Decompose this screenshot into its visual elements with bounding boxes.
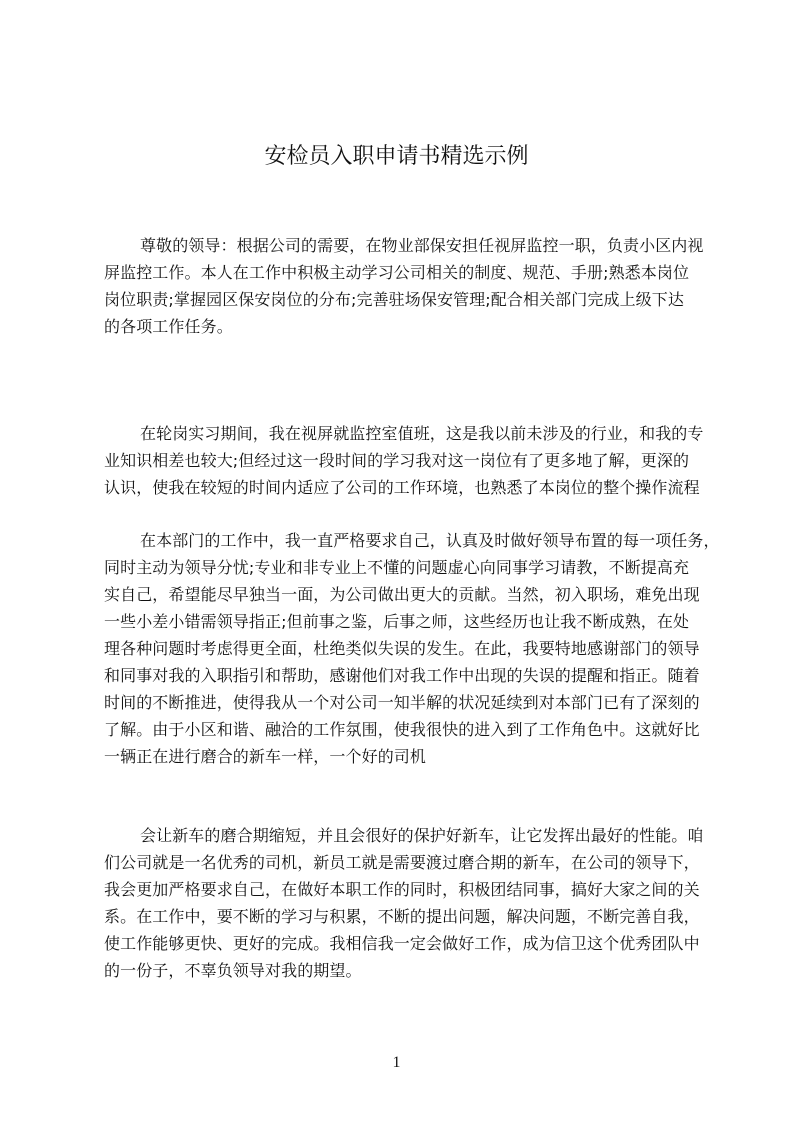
- document-title: 安检员入职申请书精选示例: [264, 144, 529, 169]
- text-line: 和同事对我的入职指引和帮助，感谢他们对我工作中出现的失误的提醒和指正。随着: [104, 666, 700, 685]
- text-line: 业知识相差也较大;但经过这一段时间的学习我对这一岗位有了更多地了解，更深的: [104, 451, 690, 470]
- text-line: 在轮岗实习期间，我在视屏就监控室值班，这是我以前未涉及的行业，和我的专: [140, 424, 704, 443]
- text-line: 尊敬的领导：根据公司的需要，在物业部保安担任视屏监控一职，负责小区内视: [140, 236, 704, 255]
- text-line: 时间的不断推进，使得我从一个对公司一知半解的状况延续到对本部门已有了深刻的: [104, 693, 700, 712]
- text-line: 使工作能够更快、更好的完成。我相信我一定会做好工作，成为信卫这个优秀团队中: [104, 934, 700, 953]
- text-line: 同时主动为领导分忧;专业和非专业上不懂的问题虚心向同事学习请教，不断提高充: [104, 558, 690, 577]
- text-line: 系。在工作中，要不断的学习与积累，不断的提出问题，解决问题，不断完善自我，: [104, 907, 700, 926]
- paragraph-1: [104, 232, 714, 340]
- text-line: 实自己，希望能尽早独当一面，为公司做出更大的贡献。当然，初入职场，难免出现: [104, 585, 700, 604]
- text-line: 的各项工作任务。: [104, 317, 233, 336]
- text-line: 岗位职责;掌握园区保安岗位的分布;完善驻场保安管理;配合相关部门完成上级下达: [104, 290, 684, 309]
- text-line: 我会更加严格要求自己，在做好本职工作的同时，积极团结同事，搞好大家之间的关: [104, 880, 700, 899]
- text-line: 在本部门的工作中，我一直严格要求自己，认真及时做好领导布置的每一项任务，: [140, 531, 720, 550]
- text-line: 一辆正在进行磨合的新车一样，一个好的司机: [104, 747, 427, 766]
- text-line: 屏监控工作。本人在工作中积极主动学习公司相关的制度、规范、手册;熟悉本岗位: [104, 263, 690, 282]
- text-line: 了解。由于小区和谐、融洽的工作氛围，使我很快的进入到了工作角色中。这就好比: [104, 720, 700, 739]
- paragraph-4: [104, 822, 714, 984]
- paragraph-3: [104, 527, 720, 770]
- text-line: 认识，使我在较短的时间内适应了公司的工作环境，也熟悉了本岗位的整个操作流程: [104, 478, 700, 497]
- paragraph-2: [104, 420, 714, 501]
- text-line: 会让新车的磨合期缩短，并且会很好的保护好新车，让它发挥出最好的性能。咱: [140, 826, 704, 845]
- text-line: 的一份子，不辜负领导对我的期望。: [104, 961, 362, 980]
- page-number: 1: [392, 1054, 401, 1071]
- text-line: 们公司就是一名优秀的司机，新员工就是需要渡过磨合期的新车，在公司的领导下，: [104, 853, 700, 872]
- text-line: 理各种问题时考虑得更全面，杜绝类似失误的发生。在此，我要特地感谢部门的领导: [104, 639, 700, 658]
- text-line: 一些小差小错需领导指正;但前事之鉴，后事之师，这些经历也让我不断成熟，在处: [104, 612, 690, 631]
